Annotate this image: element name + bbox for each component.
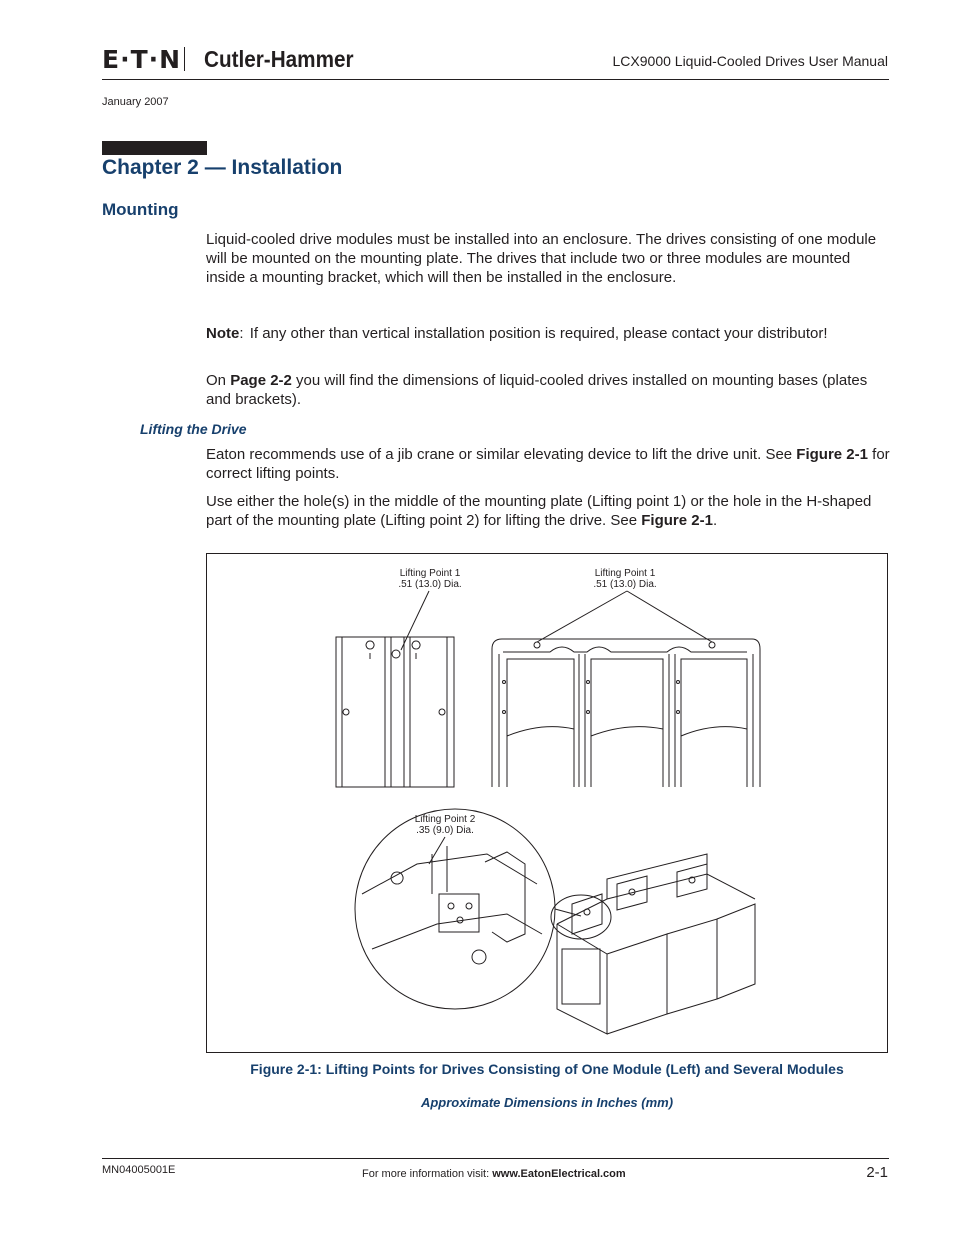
page-link: Page 2-2 [230, 372, 292, 389]
para-text: for correct lifting points. [206, 446, 890, 482]
para-text: Eaton recommends use of a jib crane or similar elevating device to lift the drive unit. See [206, 446, 797, 463]
page-number: 2-1 [866, 1164, 888, 1181]
lp2-label-line2: .35 (9.0) Dia. [416, 825, 474, 836]
multi-module-bracket [492, 639, 760, 787]
chapter-bar [102, 141, 207, 155]
footer-info [362, 1168, 626, 1180]
publication-date: January 2007 [102, 96, 169, 108]
note-block [206, 324, 890, 343]
para-text: On [206, 372, 231, 389]
lp1-right-label-line2: .51 (13.0) Dia. [593, 579, 657, 590]
header-rule [102, 79, 889, 80]
leader-line [537, 591, 627, 642]
figure-ref: Figure 2-1 [796, 446, 868, 463]
lifting-paragraph-2 [206, 492, 890, 530]
lifting-paragraph-1 [206, 445, 890, 483]
logo-divider [184, 47, 185, 71]
mounting-paragraph: Liquid-cooled drive modules must be installed into an enclosure. The drives consisting of one module will be mounted on the mounting plate. The drives that include two or three modules are mounted inside a mounting bracket, which will then be installed in the enclosure. [206, 231, 877, 286]
lp1-left-label-line1: Lifting Point 1 [399, 568, 461, 579]
cutler-hammer-logo: Cutler-Hammer [204, 46, 354, 72]
lifting-points-illustration [207, 554, 887, 1052]
figure-caption: Figure 2-1: Lifting Points for Drives Consisting of One Module (Left) and Several Modules [250, 1061, 844, 1077]
assembly-perspective [551, 854, 755, 1034]
single-module-plate [336, 637, 454, 787]
eaton-logo: E·T·N [102, 45, 182, 74]
detail-connector [555, 909, 581, 916]
lp2-label-line1: Lifting Point 2 [414, 814, 476, 825]
footer-rule [102, 1158, 889, 1159]
page-ref-paragraph [206, 371, 890, 409]
note-label: Note [206, 325, 240, 342]
subsection-heading: Lifting the Drive [140, 421, 247, 437]
detail-magnifier [355, 809, 555, 1009]
leader-line [627, 591, 712, 642]
para-text: . [712, 512, 718, 529]
website-link[interactable]: www.EatonElectrical.com [492, 1168, 626, 1180]
note-text: If any other than vertical installation position is required, please contact your distributor! [249, 325, 828, 342]
figure-frame [206, 553, 888, 1053]
doc-number: MN04005001E [102, 1164, 176, 1176]
manual-title: LCX9000 Liquid-Cooled Drives User Manual [612, 53, 888, 69]
note-colon: : [239, 325, 244, 342]
para-text: you will find the dimensions of liquid-cooled drives installed on mounting bases (plates and brackets). [206, 372, 868, 408]
chapter-title: Chapter 2 — Installation [102, 156, 343, 179]
footer-info-prefix: For more information visit: [362, 1168, 493, 1180]
section-heading: Mounting [102, 200, 179, 219]
figure-note: Approximate Dimensions in Inches (mm) [420, 1095, 674, 1110]
lp1-right-label-line1: Lifting Point 1 [594, 568, 656, 579]
lp1-left-label-line2: .51 (13.0) Dia. [398, 579, 462, 590]
para-text: Use either the hole(s) in the middle of the mounting plate (Lifting point 1) or the hole in the H-shaped part of the mounting plate (Lifting point 2) for lifting the drive. See [206, 493, 872, 529]
figure-ref: Figure 2-1 [641, 512, 713, 529]
